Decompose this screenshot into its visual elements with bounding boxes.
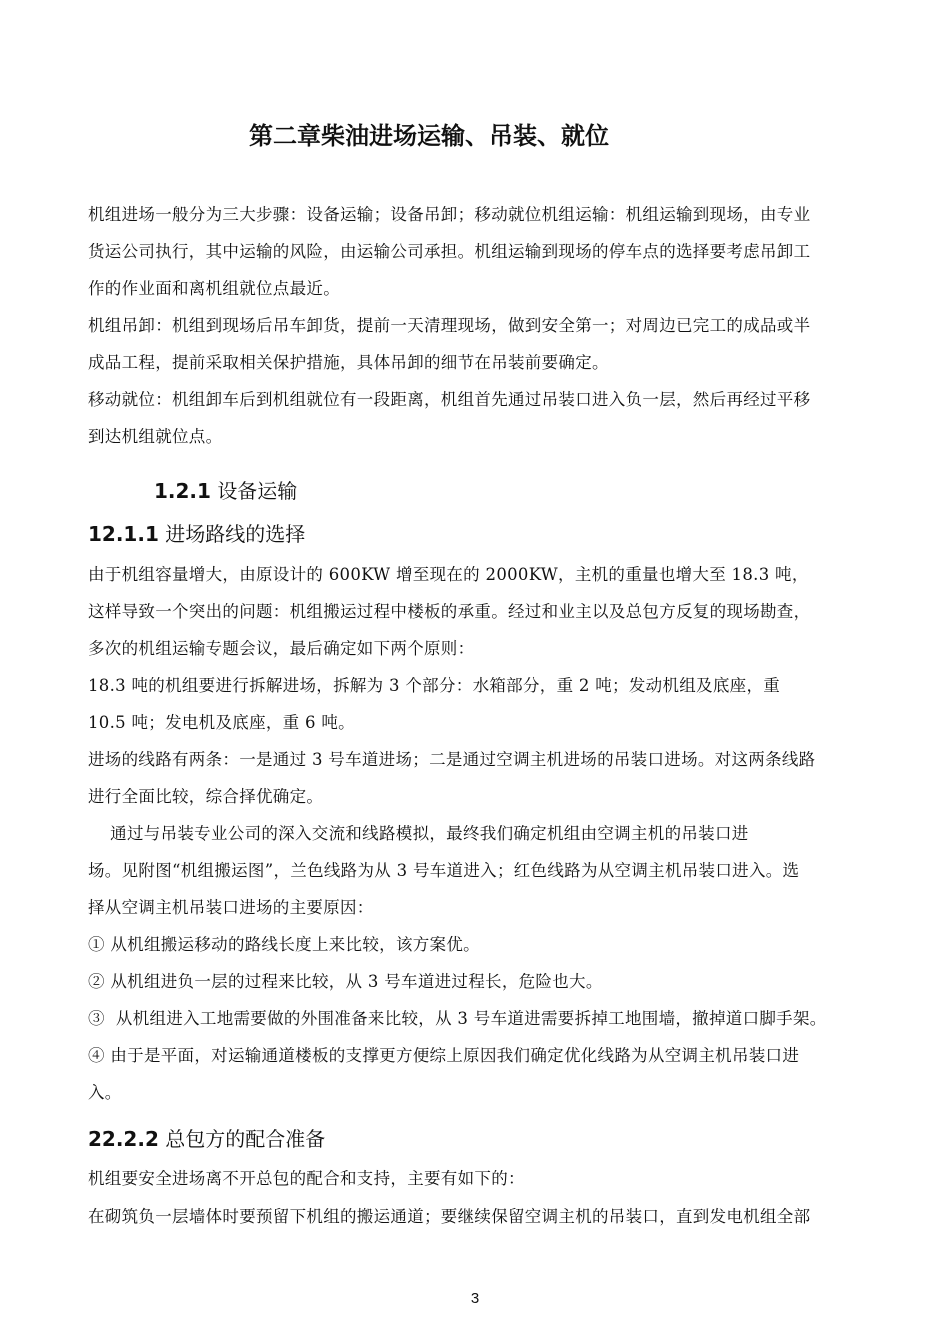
list-item: ① 从机组搬运移动的路线长度上来比较，该方案优。 [88, 935, 480, 954]
paragraph-line: 由于机组容量增大，由原设计的 600KW 增至现在的 2000KW，主机的重量也增大至 18.3 吨， [88, 565, 809, 584]
paragraph-line: 通过与吊装专业公司的深入交流和线路模拟，最终我们确定机组由空调主机的吊装口进 [88, 824, 749, 843]
paragraph-line: 成品工程，提前采取相关保护措施，具体吊卸的细节在吊装前要确定。 [88, 353, 609, 372]
chapter-title: 第二章柴油进场运输、吊装、就位 [249, 122, 609, 150]
paragraph-line: 择从空调主机吊装口进场的主要原因： [88, 898, 374, 917]
paragraph-line: 进场的线路有两条：一是通过 3 号车道进场；二是通过空调主机进场的吊装口进场。对这两条线路 [88, 750, 816, 769]
list-item: ③ 从机组进入工地需要做的外围准备来比较，从 3 号车道进需要拆掉工地围墙，撤掉道口脚手架。 [88, 1009, 827, 1028]
paragraph-line: 机组要安全进场离不开总包的配合和支持，主要有如下的： [88, 1169, 525, 1188]
paragraph-line: 进行全面比较，综合择优确定。 [88, 787, 324, 806]
paragraph-line: 入。 [88, 1083, 122, 1102]
paragraph-line: 机组进场一般分为三大步骤：设备运输；设备吊卸；移动就位机组运输：机组运输到现场，由专业 [88, 205, 811, 224]
paragraph-line: 移动就位：机组卸车后到机组就位有一段距离，机组首先通过吊装口进入负一层，然后再经过平移 [88, 390, 811, 409]
paragraph-line: 机组吊卸：机组到现场后吊车卸货，提前一天清理现场，做到安全第一；对周边已完工的成品或半 [88, 316, 811, 335]
section-route [88, 556, 912, 1111]
paragraph-line: 18.3 吨的机组要进行拆解进场，拆解为 3 个部分：水箱部分，重 2 吨；发动机组及底座，重 [88, 676, 781, 695]
heading-1-2-1 [154, 476, 297, 506]
section-contractor [88, 1160, 912, 1235]
paragraph-line: 10.5 吨；发电机及底座，重 6 吨。 [88, 713, 355, 732]
heading-text: 进场路线的选择 [165, 522, 306, 546]
heading-text: 设备运输 [217, 479, 298, 503]
heading-text: 总包方的配合准备 [165, 1127, 326, 1151]
heading-12-1-1 [88, 519, 305, 549]
heading-number: 1.2.1 [154, 479, 211, 503]
paragraph-line: 多次的机组运输专题会议，最后确定如下两个原则： [88, 639, 475, 658]
list-item: ② 从机组进负一层的过程来比较，从 3 号车道进过程长，危险也大。 [88, 972, 603, 991]
heading-number: 22.2.2 [88, 1127, 159, 1151]
heading-number: 12.1.1 [88, 522, 159, 546]
page-number: 3 [470, 1290, 480, 1307]
paragraph-line: 这样导致一个突出的问题：机组搬运过程中楼板的承重。经过和业主以及总包方反复的现场勘查， [88, 602, 811, 621]
paragraph-line: 货运公司执行，其中运输的风险，由运输公司承担。机组运输到现场的停车点的选择要考虑吊卸工 [88, 242, 811, 261]
paragraph-line: 到达机组就位点。 [88, 427, 223, 446]
list-item: ④ 由于是平面，对运输通道楼板的支撑更方便综上原因我们确定优化线路为从空调主机吊装口进 [88, 1046, 800, 1065]
paragraph-line: 场。见附图“机组搬运图”，兰色线路为从 3 号车道进入；红色线路为从空调主机吊装口进入。选 [88, 861, 800, 880]
section-intro [88, 196, 912, 455]
paragraph-line: 在砌筑负一层墙体时要预留下机组的搬运通道；要继续保留空调主机的吊装口，直到发电机组全部 [88, 1207, 811, 1226]
paragraph-line: 作的作业面和离机组就位点最近。 [88, 279, 340, 298]
heading-22-2-2 [88, 1124, 325, 1154]
